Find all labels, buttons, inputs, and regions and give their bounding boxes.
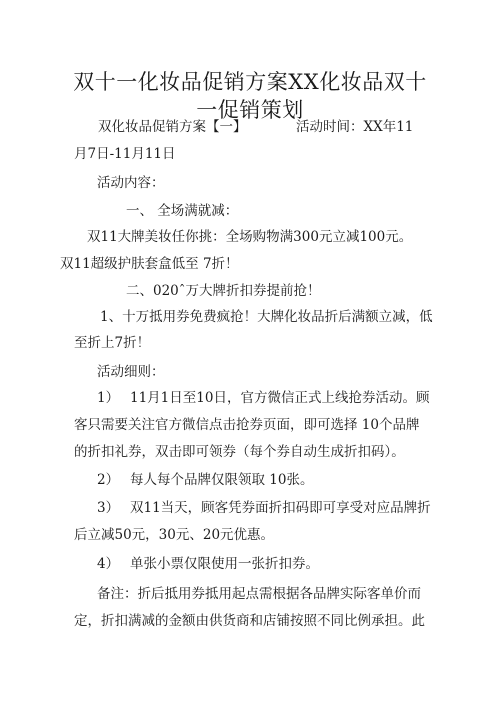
section1-line2: 双11超级护肤套盒低至 7折！ [60,256,239,272]
rule2-line1: 每人每个品牌仅限领取 10张。 [130,472,314,488]
header-activity-dates: 月7日-11月11日 [74,146,176,162]
note-line1: 备注：折后抵用券抵用起点需根据各品牌实际客单价而 [97,586,421,602]
note-line2: 定，折扣满减的金额由供货商和店铺按照不同比例承担。此 [74,613,425,629]
details-label: 活动细则： [97,364,165,380]
document-title-line2: 一促销策划 [196,98,304,122]
rule1-line2: 客只需要关注官方微信点击抢券页面，即可选择 10个品牌 [74,417,420,433]
rule3-number: 3） [97,500,120,516]
rule3-line2: 后立减50元，30元、20元优惠。 [74,527,275,543]
section2-line2: 至折上7折！ [74,335,151,351]
rule3-line1: 双11当天，顾客凭券面折扣码即可享受对应品牌折 [130,500,431,516]
content-label: 活动内容： [97,175,165,191]
section2-heading: 二、020ˆ万大牌折扣券提前抢！ [126,283,321,299]
document-title-line1: 双十一化妆品促销方案XX化妆品双十 [73,70,427,94]
rule1-number: 1） [97,390,120,406]
section1-heading: 一、 全场满就减： [126,203,239,219]
header-activity-time: 活动时间：XX年11 [296,119,414,135]
rule1-line3: 的折扣礼券，双击即可领券（每个券自动生成折扣码）。 [74,444,405,460]
rule4-line1: 单张小票仅限使用一张折扣券。 [130,556,319,572]
rule2-number: 2） [97,472,120,488]
header-plan-name: 双化妆品促销方案【一】 [98,119,247,135]
rule1-line1: 11月1日至10日，官方微信正式上线抢券活动。顾 [130,390,430,406]
rule4-number: 4） [97,556,120,572]
section2-line1: 1、十万抵用券免费疯抢！大牌化妆品折后满额立减，低 [100,309,433,325]
section1-line1: 双11大牌美妆任你挑：全场购物满300元立减100元。 [87,229,413,245]
